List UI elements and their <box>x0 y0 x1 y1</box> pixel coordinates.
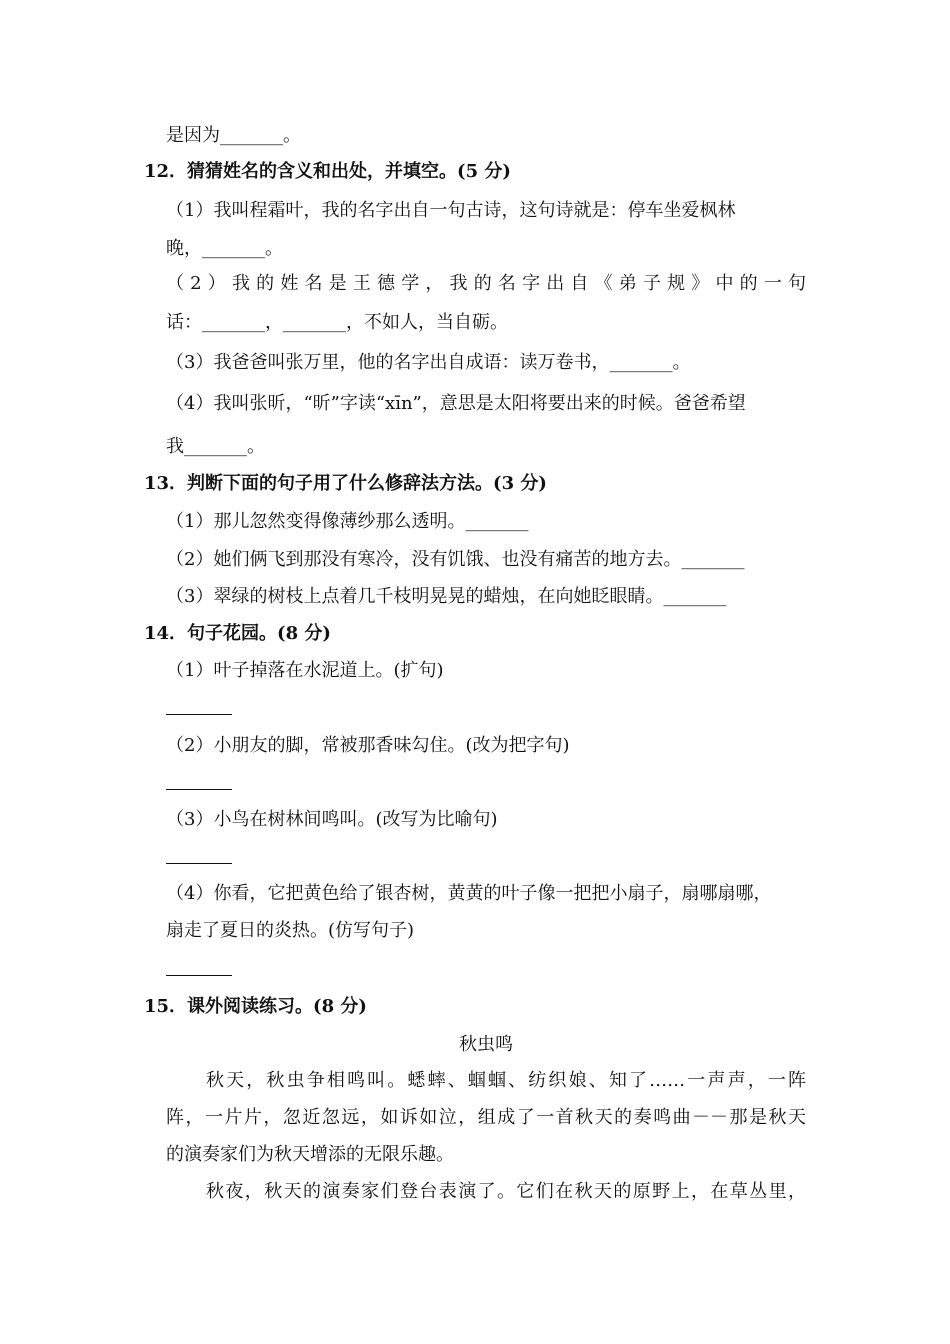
passage-paragraph-1: 秋天，秋虫争相鸣叫。蟋蟀、蝈蝈、纺织娘、知了……一声声，一阵 <box>206 1070 806 1091</box>
question-14-item-4-cont: 扇走了夏日的炎热。(仿写句子) <box>166 920 415 941</box>
question-13-title: 13．判断下面的句子用了什么修辞法方法。(3 分) <box>144 473 547 494</box>
answer-blank <box>166 789 232 790</box>
passage-title: 秋虫鸣 <box>459 1034 513 1055</box>
answer-blank <box>166 975 232 976</box>
question-14-item-1: （1）叶子掉落在水泥道上。(扩句) <box>166 660 444 681</box>
question-12-item-1: （1）我叫程霜叶，我的名字出自一句古诗，这句诗就是：停车坐爱枫林 <box>166 200 736 221</box>
question-13-item-1: （1）那儿忽然变得像薄纱那么透明。_______ <box>166 511 529 532</box>
passage-paragraph-1-end: 的演奏家们为秋天增添的无限乐趣。 <box>166 1144 454 1165</box>
question-12-item-4-cont: 我_______。 <box>166 436 265 457</box>
question-12-item-2: （2）我的姓名是王德学，我的名字出自《弟子规》中的一句 <box>166 273 806 294</box>
question-12-item-4: （4）我叫张昕，“昕”字读“xīn”，意思是太阳将要出来的时候。爸爸希望 <box>166 393 746 414</box>
question-12-item-3: （3）我爸爸叫张万里，他的名字出自成语：读万卷书，_______。 <box>166 352 691 373</box>
question-12-title: 12．猜猜姓名的含义和出处，并填空。(5 分) <box>144 161 511 182</box>
answer-blank <box>166 714 232 715</box>
question-13-item-3: （3）翠绿的树枝上点着几千枝明晃晃的蜡烛，在向她眨眼睛。_______ <box>166 586 727 607</box>
text-line: 是因为_______。 <box>166 125 301 146</box>
question-12-item-1-cont: 晚，_______。 <box>166 238 283 259</box>
passage-paragraph-1-cont: 阵，一片片，忽近忽远，如诉如泣，组成了一首秋天的奏鸣曲－－那是秋天 <box>166 1107 806 1128</box>
question-14-item-2: （2）小朋友的脚，常被那香味勾住。(改为把字句) <box>166 735 570 756</box>
question-14-title: 14．句子花园。(8 分) <box>144 623 331 644</box>
question-14-item-4: （4）你看，它把黄色给了银杏树，黄黄的叶子像一把把小扇子，扇哪扇哪， <box>166 883 772 904</box>
question-13-item-2: （2）她们俩飞到那没有寒冷，没有饥饿、也没有痛苦的地方去。_______ <box>166 549 745 570</box>
question-15-title: 15．课外阅读练习。(8 分) <box>144 996 367 1017</box>
question-12-item-2-cont: 话：_______，_______，不如人，当自砺。 <box>166 312 508 333</box>
question-14-item-3: （3）小鸟在树林间鸣叫。(改写为比喻句) <box>166 809 498 830</box>
answer-blank <box>166 863 232 864</box>
passage-paragraph-2: 秋夜，秋天的演奏家们登台表演了。它们在秋天的原野上，在草丛里， <box>206 1181 806 1202</box>
